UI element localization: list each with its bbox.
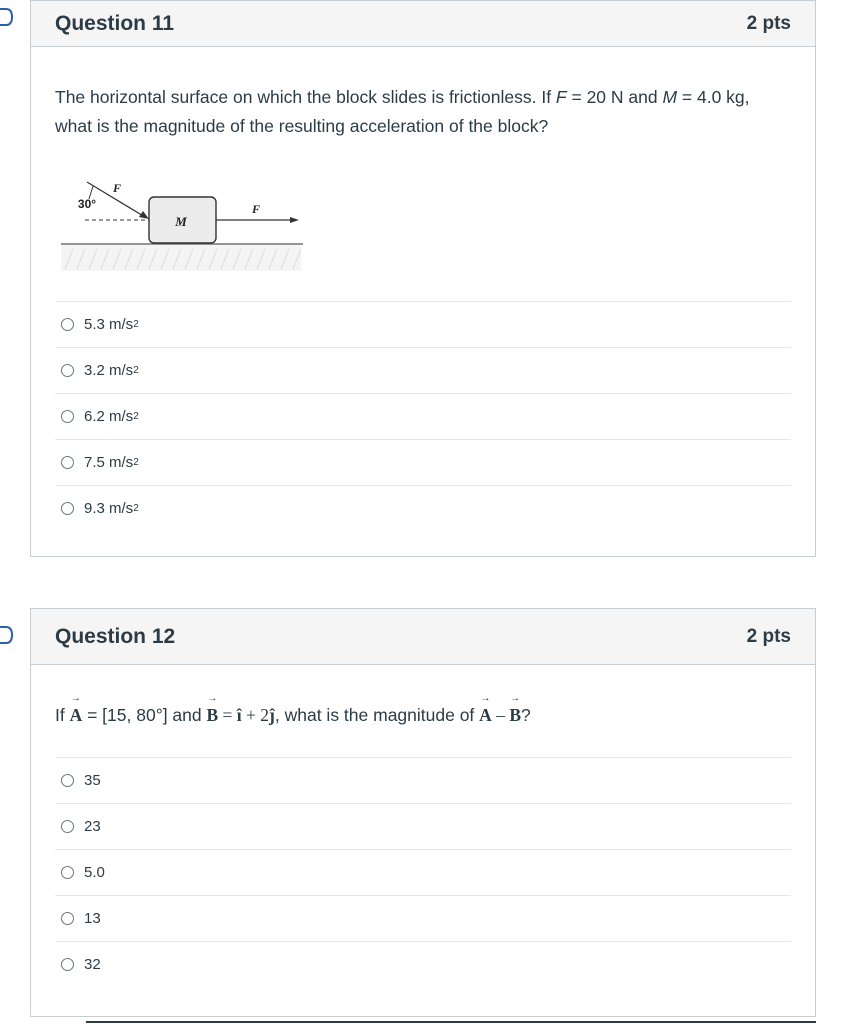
answer-label: 9.3 m/s — [84, 500, 134, 517]
answer-option[interactable] — [55, 850, 791, 896]
ground-hatching — [61, 245, 301, 271]
question-body — [31, 83, 815, 531]
answer-option[interactable] — [55, 896, 791, 942]
vector-b: → B — [509, 693, 521, 725]
radio-button[interactable] — [61, 912, 74, 925]
vector-b: → B — [206, 693, 219, 725]
answer-exponent: 2 — [133, 319, 139, 330]
answer-option[interactable] — [55, 758, 791, 804]
question-title: Question 12 — [55, 624, 176, 648]
math-minus: – — [491, 705, 510, 725]
question-points: 2 pts — [746, 625, 791, 647]
page-divider — [86, 1021, 816, 1023]
angled-force-arrowhead — [139, 211, 149, 219]
answer-option[interactable] — [55, 804, 791, 850]
question-text-part: ? — [521, 705, 531, 725]
answer-exponent: 2 — [133, 457, 139, 468]
vector-a: → A — [69, 693, 83, 725]
radio-button[interactable] — [61, 502, 74, 515]
question-text-part: The horizontal surface on which the block slides is frictionless. If — [55, 87, 556, 107]
answer-option[interactable] — [55, 394, 791, 440]
answer-option[interactable] — [55, 486, 791, 531]
math-equals: = — [218, 705, 237, 725]
answer-exponent: 2 — [133, 503, 139, 514]
radio-button[interactable] — [61, 410, 74, 423]
question-header — [31, 1, 815, 47]
radio-button[interactable] — [61, 866, 74, 879]
question-header — [31, 609, 815, 665]
question-body — [31, 693, 815, 987]
radio-button[interactable] — [61, 774, 74, 787]
answer-label: 3.2 m/s — [84, 362, 134, 379]
force-label-right: F — [251, 202, 261, 216]
question-text-part: , what is the magnitude of — [274, 705, 480, 725]
unit-vector-i: î — [236, 705, 242, 725]
answer-option[interactable] — [55, 942, 791, 987]
answer-option[interactable] — [55, 440, 791, 486]
horizontal-force-arrowhead — [290, 217, 299, 223]
radio-button[interactable] — [61, 364, 74, 377]
question-flag-icon[interactable] — [0, 625, 18, 645]
answer-label: 32 — [84, 956, 101, 973]
answer-label: 5.3 m/s — [84, 316, 134, 333]
question-12 — [30, 608, 816, 1017]
question-text — [55, 83, 791, 141]
angle-label: 30° — [77, 197, 97, 211]
answer-option[interactable] — [55, 302, 791, 348]
vector-a: → A — [479, 693, 492, 725]
radio-button[interactable] — [61, 820, 74, 833]
answer-label: 6.2 m/s — [84, 408, 134, 425]
variable-m: M — [662, 87, 678, 107]
answer-label: 5.0 — [84, 864, 105, 881]
question-text-part: If — [55, 705, 70, 725]
math-plus: + 2 — [241, 705, 270, 725]
radio-button[interactable] — [61, 958, 74, 971]
answer-exponent: 2 — [133, 411, 139, 422]
question-text-part: = 20 N and — [566, 87, 663, 107]
answer-label: 13 — [84, 910, 101, 927]
question-points: 2 pts — [746, 12, 791, 34]
answer-option[interactable] — [55, 348, 791, 394]
answer-exponent: 2 — [133, 365, 139, 376]
question-title: Question 11 — [55, 11, 175, 35]
question-11 — [30, 0, 816, 557]
question-text-part: = [15, 80°] and — [82, 705, 207, 725]
answer-list — [55, 757, 791, 987]
unit-vector-j: ĵ — [269, 705, 275, 725]
question-text — [55, 693, 791, 730]
variable-f: F — [555, 87, 567, 107]
answer-label: 23 — [84, 818, 101, 835]
answer-label: 7.5 m/s — [84, 454, 134, 471]
question-text-part: = 4.0 kg, what is the magnitude of the resulting acceleration of the block? — [55, 87, 750, 136]
force-label-left: F — [112, 181, 122, 195]
question-flag-icon[interactable] — [0, 7, 18, 27]
answer-list — [55, 301, 791, 531]
radio-button[interactable] — [61, 318, 74, 331]
answer-label: 35 — [84, 772, 101, 789]
block-force-diagram — [57, 173, 307, 273]
block-label: M — [175, 214, 187, 229]
radio-button[interactable] — [61, 456, 74, 469]
